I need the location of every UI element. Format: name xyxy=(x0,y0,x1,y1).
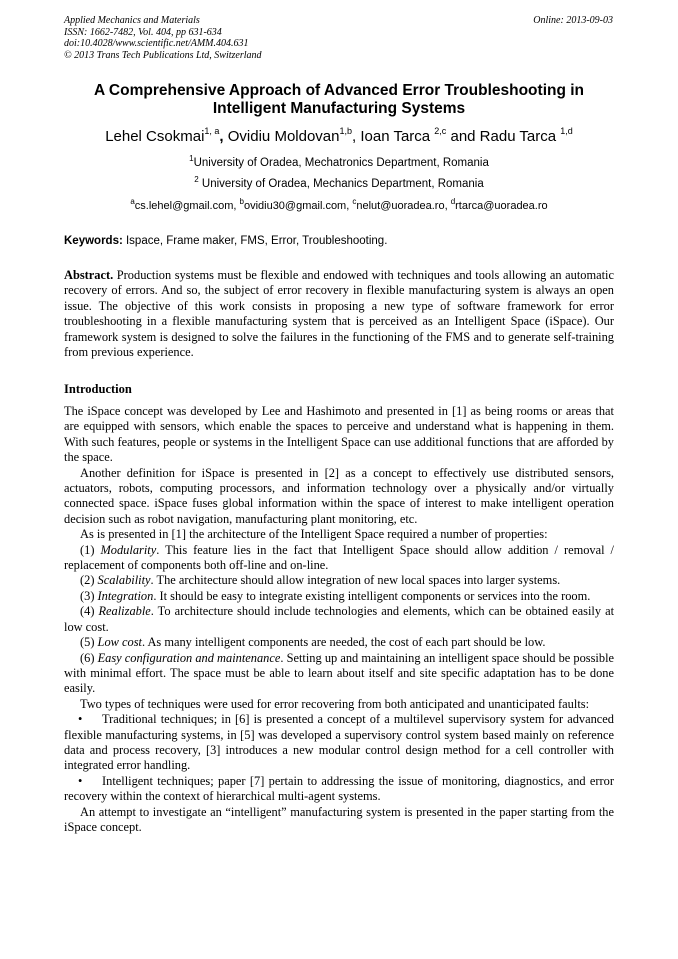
author-3-sup: 2,c xyxy=(434,126,447,136)
intro-paragraph-2: Another definition for iSpace is presented in [2] as a concept to effectively use distributed sensors, actuators, robots, computing processors, and information technology over a physically and/or virtually connected space. iSpace fuses global information within the space of interest to make intelligent operation decision such as robot navigation, manufacturing plant monitoring, etc. xyxy=(64,465,614,526)
intro-paragraph-5: An attempt to investigate an “intelligent” manufacturing system is presented in the paper starting from the iSpace concept. xyxy=(64,804,614,834)
property-number: (3) xyxy=(80,588,98,603)
bullet-text: Intelligent techniques; paper [7] pertain to addressing the issue of monitoring, diagnostics, and error recovery within the context of hierarchical multi-agent systems. xyxy=(64,773,614,804)
doi-line: doi:10.4028/www.scientific.net/AMM.404.631 xyxy=(64,38,249,49)
intro-paragraph-4: Two types of techniques were used for error recovering from both anticipated and unanticipated faults: xyxy=(80,696,590,711)
property-number: (4) xyxy=(80,604,99,619)
property-item-2 xyxy=(64,573,614,588)
email-d: rtarca@uoradea.ro xyxy=(455,200,548,212)
property-term: Low cost xyxy=(97,635,142,650)
section-heading-introduction: Introduction xyxy=(64,382,132,396)
title-line-2: Intelligent Manufacturing Systems xyxy=(212,100,466,117)
keywords-label: Keywords: xyxy=(64,235,123,247)
email-b: ovidiu30@gmail.com, xyxy=(243,200,353,212)
email-list xyxy=(64,199,614,213)
bullet-text: Traditional techniques; in [6] is presented a concept of a multilevel supervisory system for advanced flexible manufacturing systems, in [5] was developed a supervisory control system based mainly on reference data and process recovery, [3] introduces a new modular control design method for a cell controller with integrated error handling. xyxy=(64,712,614,773)
property-text: . The architecture should allow integration of new local spaces into larger systems. xyxy=(150,573,561,588)
abstract-label: Abstract. xyxy=(64,268,114,282)
affiliation-2-text: University of Oradea, Mechanics Department, Romania xyxy=(198,178,484,190)
property-term: Modularity xyxy=(100,542,157,557)
author-2-sup: 1,b xyxy=(339,126,353,136)
property-number: (1) xyxy=(80,542,101,557)
property-number: (5) xyxy=(80,635,98,650)
property-item-4 xyxy=(64,604,614,635)
author-list xyxy=(64,127,614,147)
property-term: Scalability xyxy=(97,573,151,588)
bullet-item-2 xyxy=(64,774,614,805)
affiliation-2-sup: 2 xyxy=(194,175,199,184)
affiliation-2 xyxy=(64,177,614,191)
online-date: Online: 2013-09-03 xyxy=(533,15,613,26)
property-term: Realizable xyxy=(98,604,151,619)
title-line-1: A Comprehensive Approach of Advanced Error Troubleshooting in xyxy=(93,82,585,99)
author-3-name: , Ioan Tarca xyxy=(352,128,435,145)
keywords xyxy=(64,234,614,248)
property-text: . To architecture should include technologies and elements, which can be obtained easily at low cost. xyxy=(64,604,615,634)
intro-paragraph-1: The iSpace concept was developed by Lee and Hashimoto and presented in [1] as being rooms or areas that are equipped with sensors, which enable the spaces to perceive and understand what is happening in them. With such features, people or systems in the Intelligent Space can use additional functions that are afforded by the space. xyxy=(64,404,614,465)
abstract-text: Production systems must be flexible and endowed with techniques and tools allowing an automatic recovery of errors. And so, the subject of error recovery in flexible manufacturing system is always an open issue. The objective of this work consists in proposing a new type of software framework for error troubleshooting in a flexible manufacturing system that is perceived as an Intelligent Space (iSpace). Our framework system is designed to solve the failures in the functioning of the FMS and to generate self-training from previous experience. xyxy=(64,268,614,360)
affiliation-1-text: University of Oradea, Mechatronics Department, Romania xyxy=(193,157,489,169)
author-1-sup: 1, a xyxy=(204,126,220,136)
author-1-name: Lehel Csokmai xyxy=(105,128,205,145)
property-item-1 xyxy=(64,543,614,574)
email-c: nelut@uoradea.ro, xyxy=(356,200,451,212)
affiliation-1-sup: 1 xyxy=(189,154,194,163)
author-separator: , xyxy=(219,128,224,145)
property-text: . Setting up and maintaining an intelligent space should be possible with minimal effort. The space must be able to learn about itself and site specific adaptation has to be done easily. xyxy=(64,650,615,696)
property-text: . As many intelligent components are needed, the cost of each part should be low. xyxy=(141,635,546,650)
bullet-icon: • xyxy=(78,712,83,727)
issn-line: ISSN: 1662-7482, Vol. 404, pp 631-634 xyxy=(64,26,222,38)
property-term: Integration xyxy=(97,588,154,603)
email-d-sup: d xyxy=(450,197,456,206)
abstract xyxy=(64,268,614,360)
author-2-name: Ovidiu Moldovan xyxy=(223,128,340,145)
property-number: (2) xyxy=(80,573,98,588)
property-item-3 xyxy=(64,589,614,604)
bullet-item-1 xyxy=(64,712,614,774)
email-b-sup: b xyxy=(239,197,244,206)
journal-header xyxy=(64,15,262,61)
bullet-icon: • xyxy=(78,773,83,788)
affiliation-1 xyxy=(64,156,614,170)
introduction-body xyxy=(64,404,614,835)
author-4-sup: 1,d xyxy=(560,126,573,136)
author-4-name: and Radu Tarca xyxy=(446,128,561,145)
paper-title xyxy=(64,82,614,118)
property-number: (6) xyxy=(80,650,98,665)
property-item-5 xyxy=(64,635,614,650)
intro-paragraph-3: As is presented in [1] the architecture of the Intelligent Space required a number of properties: xyxy=(80,527,548,542)
keywords-text: Ispace, Frame maker, FMS, Error, Troubleshooting. xyxy=(122,235,388,247)
copyright-line: © 2013 Trans Tech Publications Ltd, Switzerland xyxy=(64,49,262,61)
property-item-6 xyxy=(64,651,614,697)
journal-name: Applied Mechanics and Materials xyxy=(64,15,200,26)
property-text: . This feature lies in the fact that Intelligent Space should allow addition / removal / replacement of components both off-line and on-line. xyxy=(64,542,615,573)
email-a-sup: a xyxy=(130,197,135,206)
property-term: Easy configuration and maintenance xyxy=(97,650,281,665)
property-text: . It should be easy to integrate existing intelligent components or services into the room. xyxy=(153,588,591,603)
email-c-sup: c xyxy=(352,197,357,206)
email-a: cs.lehel@gmail.com, xyxy=(134,200,240,212)
